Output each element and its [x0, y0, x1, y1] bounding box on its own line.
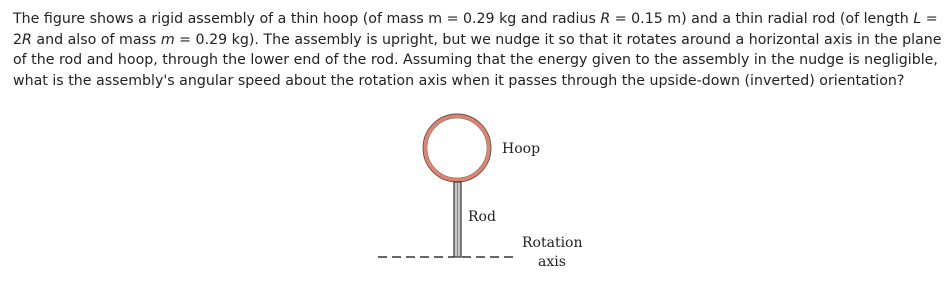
problem-text-2: = 0.15 m) and a thin radial rod (of length	[610, 11, 914, 27]
hoop-label: Hoop	[502, 141, 541, 157]
problem-text-4: and also of mass	[31, 31, 161, 48]
mass-symbol: m	[160, 31, 175, 48]
length-symbol: L	[913, 11, 922, 27]
hoop-inner-edge	[427, 118, 487, 178]
radius-symbol-2: R	[22, 31, 32, 48]
problem-text-5: = 0.29 kg). The assembly is upright, but we nudge it so that it rotates around a horizontal axis in the plane of the rod and hoop, through the lower end of the rod. Assuming that the energy given to the assembly in the nudge is negligible, what is the assembly's angular speed about the rotation axis when it passes through the upside-down (inverted) orientation?	[13, 31, 942, 89]
problem-text-3: = 2	[13, 11, 938, 48]
radius-symbol: R	[600, 11, 611, 27]
axis-label-line1: Rotation	[522, 235, 583, 251]
problem-text-1: The figure shows a rigid assembly of a thin hoop (of mass m = 0.29 kg and radius	[13, 11, 601, 27]
hoop	[425, 116, 489, 180]
hoop-outer-edge	[423, 114, 491, 182]
axis-label-line2: axis	[538, 254, 566, 270]
rod-label: Rod	[468, 209, 496, 225]
